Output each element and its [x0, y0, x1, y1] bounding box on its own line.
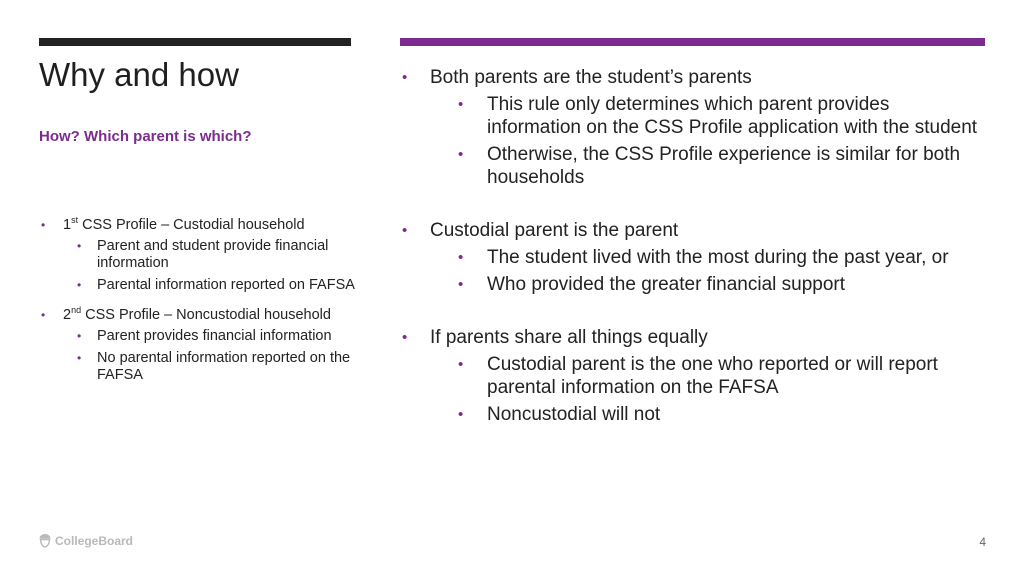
bullet-icon: •: [458, 249, 464, 266]
bullet-text: CSS Profile – Noncustodial household: [81, 307, 331, 323]
ordinal-number: 2: [63, 307, 72, 323]
page-number: 4: [979, 535, 986, 549]
slide-title: Why and how: [39, 56, 239, 93]
bullet-icon: •: [77, 239, 82, 253]
right-sub-bullet-3-1: [400, 353, 990, 399]
bullet-icon: •: [458, 146, 464, 163]
right-bullet-3: [400, 326, 990, 349]
left-bullet-2: [39, 307, 359, 324]
bullet-text: Custodial parent is the parent: [430, 220, 679, 241]
bullet-text: Both parents are the student’s parents: [430, 67, 752, 88]
acorn-icon: [38, 533, 52, 548]
bullet-text: CSS Profile – Custodial household: [78, 217, 305, 233]
right-sub-bullet-3-2: [400, 403, 990, 426]
right-sub-bullet-2-1: [400, 246, 990, 269]
bullet-icon: •: [77, 351, 82, 365]
left-sub-bullet-1-1: [39, 238, 359, 272]
ordinal-suffix: nd: [71, 305, 82, 316]
bullet-icon: •: [458, 276, 464, 293]
bullet-icon: •: [458, 406, 464, 423]
right-bullet-2: [400, 219, 990, 242]
content-rule: [400, 38, 985, 46]
bullet-text: Who provided the greater financial support: [487, 274, 846, 295]
left-bullet-list: [39, 217, 359, 389]
bullet-icon: •: [458, 96, 464, 113]
bullet-icon: •: [77, 329, 82, 343]
right-sub-bullet-2-2: [400, 273, 990, 296]
bullet-icon: •: [458, 356, 464, 373]
bullet-text: No parental information reported on the FAFSA: [97, 350, 351, 383]
bullet-text: Parent and student provide financial information: [97, 238, 329, 271]
bullet-text: If parents share all things equally: [430, 327, 708, 348]
right-sub-bullet-1-2: [400, 143, 990, 189]
left-sub-bullet-1-2: [39, 277, 359, 294]
ordinal-suffix: st: [71, 215, 79, 226]
ordinal-number: 1: [63, 217, 72, 233]
title-rule: [39, 38, 351, 46]
bullet-icon: •: [77, 278, 82, 292]
slide-subtitle: How? Which parent is which?: [39, 128, 252, 145]
right-sub-bullet-1-1: [400, 93, 990, 139]
logo-text: CollegeBoard: [55, 533, 134, 548]
left-sub-bullet-2-1: [39, 328, 359, 345]
bullet-text: Noncustodial will not: [487, 404, 661, 425]
right-bullet-list: [400, 66, 990, 430]
left-bullet-1: [39, 217, 359, 234]
bullet-text: Otherwise, the CSS Profile experience is similar for both households: [487, 144, 961, 188]
bullet-text: The student lived with the most during the past year, or: [487, 247, 949, 268]
bullet-icon: •: [402, 69, 408, 86]
left-sub-bullet-2-2: [39, 350, 359, 384]
bullet-text: This rule only determines which parent provides information on the CSS Profile application with the student: [487, 94, 978, 138]
right-bullet-1: [400, 66, 990, 89]
bullet-text: Custodial parent is the one who reported or will report parental information on the FAFSA: [487, 354, 938, 398]
bullet-icon: •: [41, 218, 46, 232]
bullet-text: Parent provides financial information: [97, 328, 332, 344]
bullet-text: Parental information reported on FAFSA: [97, 277, 355, 293]
bullet-icon: •: [41, 308, 46, 322]
collegeboard-logo: [38, 533, 133, 548]
bullet-icon: •: [402, 222, 408, 239]
bullet-icon: •: [402, 329, 408, 346]
